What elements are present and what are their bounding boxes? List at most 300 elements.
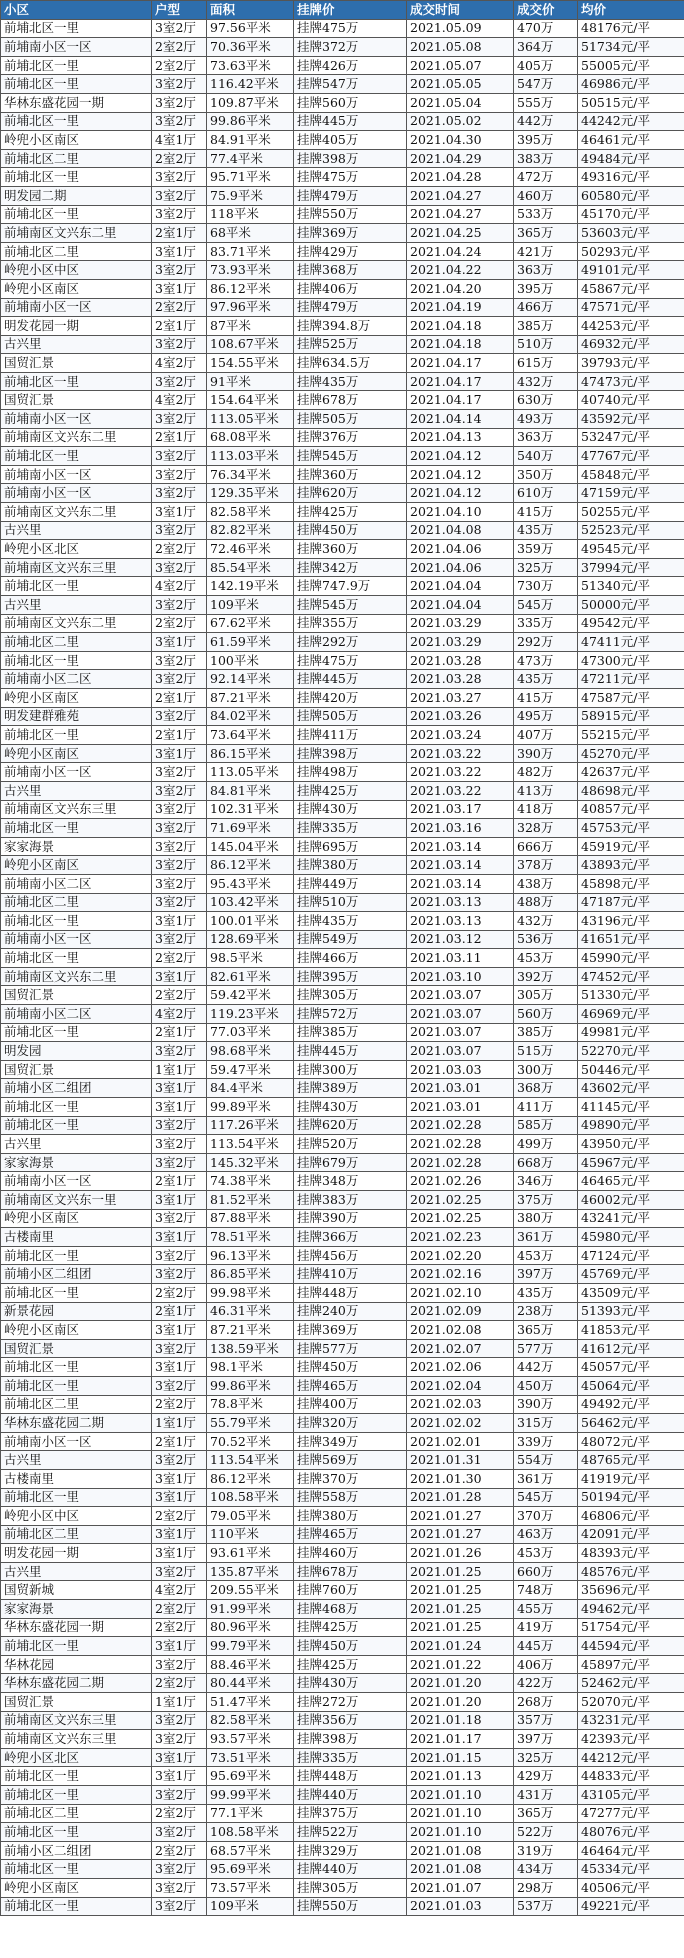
cell-community: 前埔北区一里 [1,651,152,670]
cell-deal-price: 450万 [514,1376,578,1395]
cell-unit-price: 48698元/平 [578,781,684,800]
cell-layout: 3室2厅 [152,521,207,540]
cell-community: 前埔北区一里 [1,1823,152,1842]
cell-listing-price: 挂牌520万 [294,1135,407,1154]
cell-unit-price: 43196元/平 [578,912,684,931]
cell-area: 100.01平米 [207,912,294,931]
cell-community: 前埔北区一里 [1,1860,152,1879]
cell-listing-price: 挂牌560万 [294,93,407,112]
cell-layout: 3室2厅 [152,484,207,503]
cell-listing-price: 挂牌679万 [294,1153,407,1172]
table-row [1,1823,684,1842]
cell-layout: 2室1厅 [152,1432,207,1451]
cell-deal-price: 380万 [514,1209,578,1228]
cell-area: 77.1平米 [207,1804,294,1823]
cell-deal-date: 2021.04.17 [407,391,514,410]
cell-area: 154.55平米 [207,354,294,373]
cell-area: 108.67平米 [207,335,294,354]
cell-layout: 3室1厅 [152,279,207,298]
cell-deal-date: 2021.04.24 [407,242,514,261]
cell-unit-price: 43509元/平 [578,1283,684,1302]
table-row [1,967,684,986]
cell-deal-date: 2021.03.28 [407,670,514,689]
table-row [1,1283,684,1302]
table-row [1,428,684,447]
cell-area: 71.69平米 [207,819,294,838]
cell-deal-date: 2021.04.04 [407,596,514,615]
cell-layout: 3室2厅 [152,465,207,484]
cell-layout: 3室1厅 [152,503,207,522]
cell-area: 99.98平米 [207,1283,294,1302]
cell-community: 前埔南区文兴东三里 [1,1730,152,1749]
table-row [1,577,684,596]
cell-deal-date: 2021.03.27 [407,688,514,707]
cell-unit-price: 43602元/平 [578,1079,684,1098]
cell-deal-date: 2021.04.19 [407,298,514,317]
cell-unit-price: 45848元/平 [578,465,684,484]
cell-community: 前埔北区一里 [1,1767,152,1786]
cell-area: 135.87平米 [207,1562,294,1581]
cell-area: 77.4平米 [207,149,294,168]
cell-layout: 2室1厅 [152,1023,207,1042]
cell-community: 岭兜小区北区 [1,1748,152,1767]
table-row [1,856,684,875]
table-row [1,1748,684,1767]
cell-area: 59.42平米 [207,986,294,1005]
cell-deal-date: 2021.03.24 [407,726,514,745]
cell-listing-price: 挂牌360万 [294,465,407,484]
cell-area: 87平米 [207,317,294,336]
cell-unit-price: 43241元/平 [578,1209,684,1228]
cell-unit-price: 53603元/平 [578,224,684,243]
cell-deal-date: 2021.02.08 [407,1321,514,1340]
cell-deal-price: 268万 [514,1693,578,1712]
cell-community: 前埔南区文兴东一里 [1,1191,152,1210]
cell-deal-date: 2021.01.20 [407,1693,514,1712]
header-layout: 户型 [152,1,207,20]
cell-community: 家家海景 [1,837,152,856]
table-row [1,1116,684,1135]
cell-community: 明发建群雅苑 [1,707,152,726]
cell-community: 家家海景 [1,1153,152,1172]
cell-deal-price: 748万 [514,1581,578,1600]
cell-area: 119.23平米 [207,1005,294,1024]
cell-community: 古兴里 [1,1135,152,1154]
cell-area: 68平米 [207,224,294,243]
cell-listing-price: 挂牌305万 [294,1878,407,1897]
cell-unit-price: 48176元/平 [578,19,684,38]
cell-deal-date: 2021.01.10 [407,1804,514,1823]
table-row [1,1897,684,1916]
cell-area: 74.38平米 [207,1172,294,1191]
cell-deal-date: 2021.02.28 [407,1116,514,1135]
cell-deal-date: 2021.04.29 [407,149,514,168]
cell-community: 华林东盛花园一期 [1,93,152,112]
table-row [1,1005,684,1024]
table-row [1,1079,684,1098]
cell-listing-price: 挂牌558万 [294,1488,407,1507]
cell-unit-price: 50194元/平 [578,1488,684,1507]
table-row [1,540,684,559]
cell-listing-price: 挂牌620万 [294,484,407,503]
table-row [1,800,684,819]
cell-deal-price: 432万 [514,372,578,391]
cell-unit-price: 49221元/平 [578,1897,684,1916]
cell-listing-price: 挂牌380万 [294,1507,407,1526]
cell-deal-price: 300万 [514,1060,578,1079]
cell-area: 75.9平米 [207,186,294,205]
cell-deal-price: 577万 [514,1339,578,1358]
table-row [1,1191,684,1210]
table-row [1,391,684,410]
cell-deal-date: 2021.04.14 [407,410,514,429]
table-row [1,168,684,187]
cell-community: 古兴里 [1,1451,152,1470]
cell-community: 古兴里 [1,335,152,354]
cell-area: 61.59平米 [207,633,294,652]
cell-area: 87.88平米 [207,1209,294,1228]
cell-area: 113.54平米 [207,1451,294,1470]
table-row [1,1767,684,1786]
cell-deal-date: 2021.03.28 [407,651,514,670]
cell-listing-price: 挂牌300万 [294,1060,407,1079]
cell-deal-date: 2021.02.16 [407,1265,514,1284]
cell-layout: 3室2厅 [152,1376,207,1395]
cell-layout: 4室2厅 [152,391,207,410]
cell-deal-date: 2021.03.07 [407,986,514,1005]
cell-deal-date: 2021.05.09 [407,19,514,38]
cell-area: 51.47平米 [207,1693,294,1712]
cell-deal-date: 2021.03.29 [407,633,514,652]
cell-community: 前埔南小区一区 [1,1172,152,1191]
cell-unit-price: 51734元/平 [578,38,684,57]
table-row [1,1730,684,1749]
cell-unit-price: 42393元/平 [578,1730,684,1749]
cell-community: 前埔北区一里 [1,726,152,745]
cell-area: 87.21平米 [207,1321,294,1340]
cell-unit-price: 45753元/平 [578,819,684,838]
cell-listing-price: 挂牌425万 [294,1655,407,1674]
cell-layout: 2室1厅 [152,1172,207,1191]
cell-deal-date: 2021.01.20 [407,1674,514,1693]
cell-community: 国贸汇景 [1,354,152,373]
table-row [1,1674,684,1693]
cell-layout: 3室2厅 [152,670,207,689]
cell-layout: 3室1厅 [152,1191,207,1210]
cell-listing-price: 挂牌411万 [294,726,407,745]
cell-listing-price: 挂牌376万 [294,428,407,447]
cell-listing-price: 挂牌547万 [294,75,407,94]
cell-area: 86.12平米 [207,1469,294,1488]
cell-area: 118平米 [207,205,294,224]
cell-layout: 3室1厅 [152,967,207,986]
cell-deal-price: 361万 [514,1469,578,1488]
cell-deal-price: 547万 [514,75,578,94]
cell-deal-price: 435万 [514,521,578,540]
table-row [1,1246,684,1265]
table-row [1,874,684,893]
table-row [1,1395,684,1414]
table-row [1,707,684,726]
cell-listing-price: 挂牌695万 [294,837,407,856]
cell-area: 73.57平米 [207,1878,294,1897]
cell-deal-price: 482万 [514,763,578,782]
cell-listing-price: 挂牌678万 [294,1562,407,1581]
cell-listing-price: 挂牌425万 [294,781,407,800]
cell-deal-price: 363万 [514,261,578,280]
cell-community: 前埔小区二组团 [1,1841,152,1860]
cell-listing-price: 挂牌522万 [294,1823,407,1842]
cell-area: 138.59平米 [207,1339,294,1358]
cell-community: 岭兜小区南区 [1,1209,152,1228]
cell-community: 前埔南小区一区 [1,763,152,782]
header-deal-date: 成交时间 [407,1,514,20]
cell-deal-date: 2021.03.07 [407,1042,514,1061]
table-row [1,763,684,782]
cell-unit-price: 49316元/平 [578,168,684,187]
table-row [1,1023,684,1042]
cell-deal-date: 2021.05.04 [407,93,514,112]
cell-listing-price: 挂牌545万 [294,447,407,466]
table-row [1,614,684,633]
cell-deal-date: 2021.01.25 [407,1562,514,1581]
cell-deal-date: 2021.04.25 [407,224,514,243]
cell-layout: 3室1厅 [152,1525,207,1544]
cell-community: 前埔南区文兴东三里 [1,558,152,577]
cell-deal-price: 411万 [514,1098,578,1117]
cell-layout: 3室2厅 [152,112,207,131]
cell-unit-price: 45867元/平 [578,279,684,298]
cell-layout: 1室1厅 [152,1414,207,1433]
cell-area: 129.35平米 [207,484,294,503]
cell-community: 前埔南小区一区 [1,38,152,57]
table-row [1,1841,684,1860]
table-row [1,1302,684,1321]
table-row [1,93,684,112]
cell-community: 前埔北区一里 [1,1246,152,1265]
cell-area: 128.69平米 [207,930,294,949]
cell-deal-price: 397万 [514,1730,578,1749]
cell-unit-price: 41853元/平 [578,1321,684,1340]
cell-listing-price: 挂牌398万 [294,1730,407,1749]
cell-community: 前埔北区一里 [1,949,152,968]
cell-listing-price: 挂牌410万 [294,1265,407,1284]
cell-listing-price: 挂牌479万 [294,298,407,317]
cell-area: 86.12平米 [207,856,294,875]
cell-unit-price: 47300元/平 [578,651,684,670]
cell-deal-date: 2021.04.27 [407,205,514,224]
cell-area: 78.51平米 [207,1228,294,1247]
cell-unit-price: 51330元/平 [578,986,684,1005]
cell-area: 73.63平米 [207,56,294,75]
cell-deal-price: 370万 [514,1507,578,1526]
cell-listing-price: 挂牌450万 [294,1358,407,1377]
cell-listing-price: 挂牌505万 [294,410,407,429]
cell-layout: 3室2厅 [152,1265,207,1284]
cell-deal-price: 422万 [514,1674,578,1693]
cell-area: 102.31平米 [207,800,294,819]
cell-community: 前埔南区文兴东三里 [1,1711,152,1730]
cell-deal-price: 390万 [514,1395,578,1414]
cell-deal-price: 453万 [514,949,578,968]
cell-community: 前埔南小区一区 [1,465,152,484]
table-row [1,298,684,317]
header-row [1,1,684,20]
cell-deal-price: 395万 [514,279,578,298]
cell-layout: 3室2厅 [152,1711,207,1730]
cell-community: 岭兜小区南区 [1,856,152,875]
cell-unit-price: 49981元/平 [578,1023,684,1042]
table-row [1,688,684,707]
cell-deal-date: 2021.02.01 [407,1432,514,1451]
cell-community: 明发园二期 [1,186,152,205]
cell-deal-price: 361万 [514,1228,578,1247]
cell-deal-price: 472万 [514,168,578,187]
cell-unit-price: 49484元/平 [578,149,684,168]
table-row [1,484,684,503]
cell-deal-date: 2021.05.02 [407,112,514,131]
table-row [1,75,684,94]
cell-community: 明发花园一期 [1,317,152,336]
cell-unit-price: 55005元/平 [578,56,684,75]
table-row [1,1432,684,1451]
cell-listing-price: 挂牌465万 [294,1525,407,1544]
cell-layout: 3室2厅 [152,651,207,670]
cell-unit-price: 43231元/平 [578,1711,684,1730]
cell-deal-date: 2021.03.12 [407,930,514,949]
cell-layout: 2室1厅 [152,317,207,336]
table-row [1,1507,684,1526]
cell-layout: 3室2厅 [152,819,207,838]
cell-unit-price: 45897元/平 [578,1655,684,1674]
cell-deal-price: 375万 [514,1191,578,1210]
table-row [1,837,684,856]
cell-deal-price: 415万 [514,503,578,522]
cell-unit-price: 47473元/平 [578,372,684,391]
cell-deal-price: 442万 [514,112,578,131]
cell-area: 84.91平米 [207,131,294,150]
cell-deal-price: 545万 [514,1488,578,1507]
table-row [1,1562,684,1581]
table-row [1,317,684,336]
cell-deal-price: 522万 [514,1823,578,1842]
header-unit-price: 均价 [578,1,684,20]
cell-listing-price: 挂牌335万 [294,1748,407,1767]
table-row [1,372,684,391]
cell-deal-date: 2021.03.22 [407,763,514,782]
cell-layout: 3室2厅 [152,1860,207,1879]
cell-deal-price: 405万 [514,56,578,75]
cell-deal-date: 2021.04.27 [407,186,514,205]
cell-deal-price: 510万 [514,335,578,354]
table-row [1,986,684,1005]
cell-deal-price: 319万 [514,1841,578,1860]
cell-area: 78.8平米 [207,1395,294,1414]
cell-community: 明发花园一期 [1,1544,152,1563]
cell-deal-price: 660万 [514,1562,578,1581]
cell-community: 前埔北区一里 [1,205,152,224]
cell-deal-date: 2021.02.23 [407,1228,514,1247]
table-row [1,1153,684,1172]
table-row [1,1878,684,1897]
cell-deal-date: 2021.04.30 [407,131,514,150]
cell-deal-price: 466万 [514,298,578,317]
cell-community: 前埔北区二里 [1,1804,152,1823]
cell-unit-price: 45898元/平 [578,874,684,893]
cell-layout: 3室2厅 [152,1562,207,1581]
cell-listing-price: 挂牌360万 [294,540,407,559]
table-row [1,410,684,429]
cell-listing-price: 挂牌369万 [294,1321,407,1340]
table-row [1,19,684,38]
cell-deal-date: 2021.04.28 [407,168,514,187]
cell-deal-date: 2021.01.27 [407,1525,514,1544]
cell-listing-price: 挂牌634.5万 [294,354,407,373]
table-row [1,1544,684,1563]
cell-unit-price: 52462元/平 [578,1674,684,1693]
cell-unit-price: 42091元/平 [578,1525,684,1544]
cell-deal-date: 2021.04.12 [407,447,514,466]
cell-listing-price: 挂牌292万 [294,633,407,652]
cell-deal-date: 2021.01.10 [407,1823,514,1842]
table-row [1,149,684,168]
table-row [1,819,684,838]
cell-listing-price: 挂牌678万 [294,391,407,410]
cell-deal-price: 545万 [514,596,578,615]
cell-deal-price: 421万 [514,242,578,261]
cell-layout: 3室2厅 [152,1655,207,1674]
cell-listing-price: 挂牌426万 [294,56,407,75]
cell-area: 98.68平米 [207,1042,294,1061]
cell-listing-price: 挂牌577万 [294,1339,407,1358]
cell-deal-price: 495万 [514,707,578,726]
table-row [1,38,684,57]
cell-deal-date: 2021.01.25 [407,1600,514,1619]
cell-layout: 3室2厅 [152,707,207,726]
cell-deal-price: 418万 [514,800,578,819]
cell-listing-price: 挂牌430万 [294,1674,407,1693]
cell-area: 98.1平米 [207,1358,294,1377]
cell-deal-price: 473万 [514,651,578,670]
cell-deal-price: 666万 [514,837,578,856]
cell-layout: 2室1厅 [152,726,207,745]
table-row [1,1042,684,1061]
table-row [1,503,684,522]
cell-area: 86.15平米 [207,744,294,763]
cell-deal-price: 390万 [514,744,578,763]
cell-area: 59.47平米 [207,1060,294,1079]
cell-unit-price: 46969元/平 [578,1005,684,1024]
cell-listing-price: 挂牌456万 [294,1246,407,1265]
cell-deal-date: 2021.01.27 [407,1507,514,1526]
cell-community: 前埔北区一里 [1,19,152,38]
cell-layout: 4室1厅 [152,131,207,150]
cell-deal-date: 2021.04.22 [407,261,514,280]
cell-deal-price: 407万 [514,726,578,745]
cell-deal-price: 292万 [514,633,578,652]
cell-deal-date: 2021.02.07 [407,1339,514,1358]
cell-layout: 3室1厅 [152,1767,207,1786]
cell-community: 前埔北区一里 [1,577,152,596]
cell-community: 前埔南小区一区 [1,484,152,503]
table-row [1,465,684,484]
cell-listing-price: 挂牌394.8万 [294,317,407,336]
cell-area: 99.86平米 [207,1376,294,1395]
cell-area: 108.58平米 [207,1823,294,1842]
cell-listing-price: 挂牌445万 [294,670,407,689]
cell-deal-date: 2021.03.11 [407,949,514,968]
cell-community: 国贸汇景 [1,391,152,410]
